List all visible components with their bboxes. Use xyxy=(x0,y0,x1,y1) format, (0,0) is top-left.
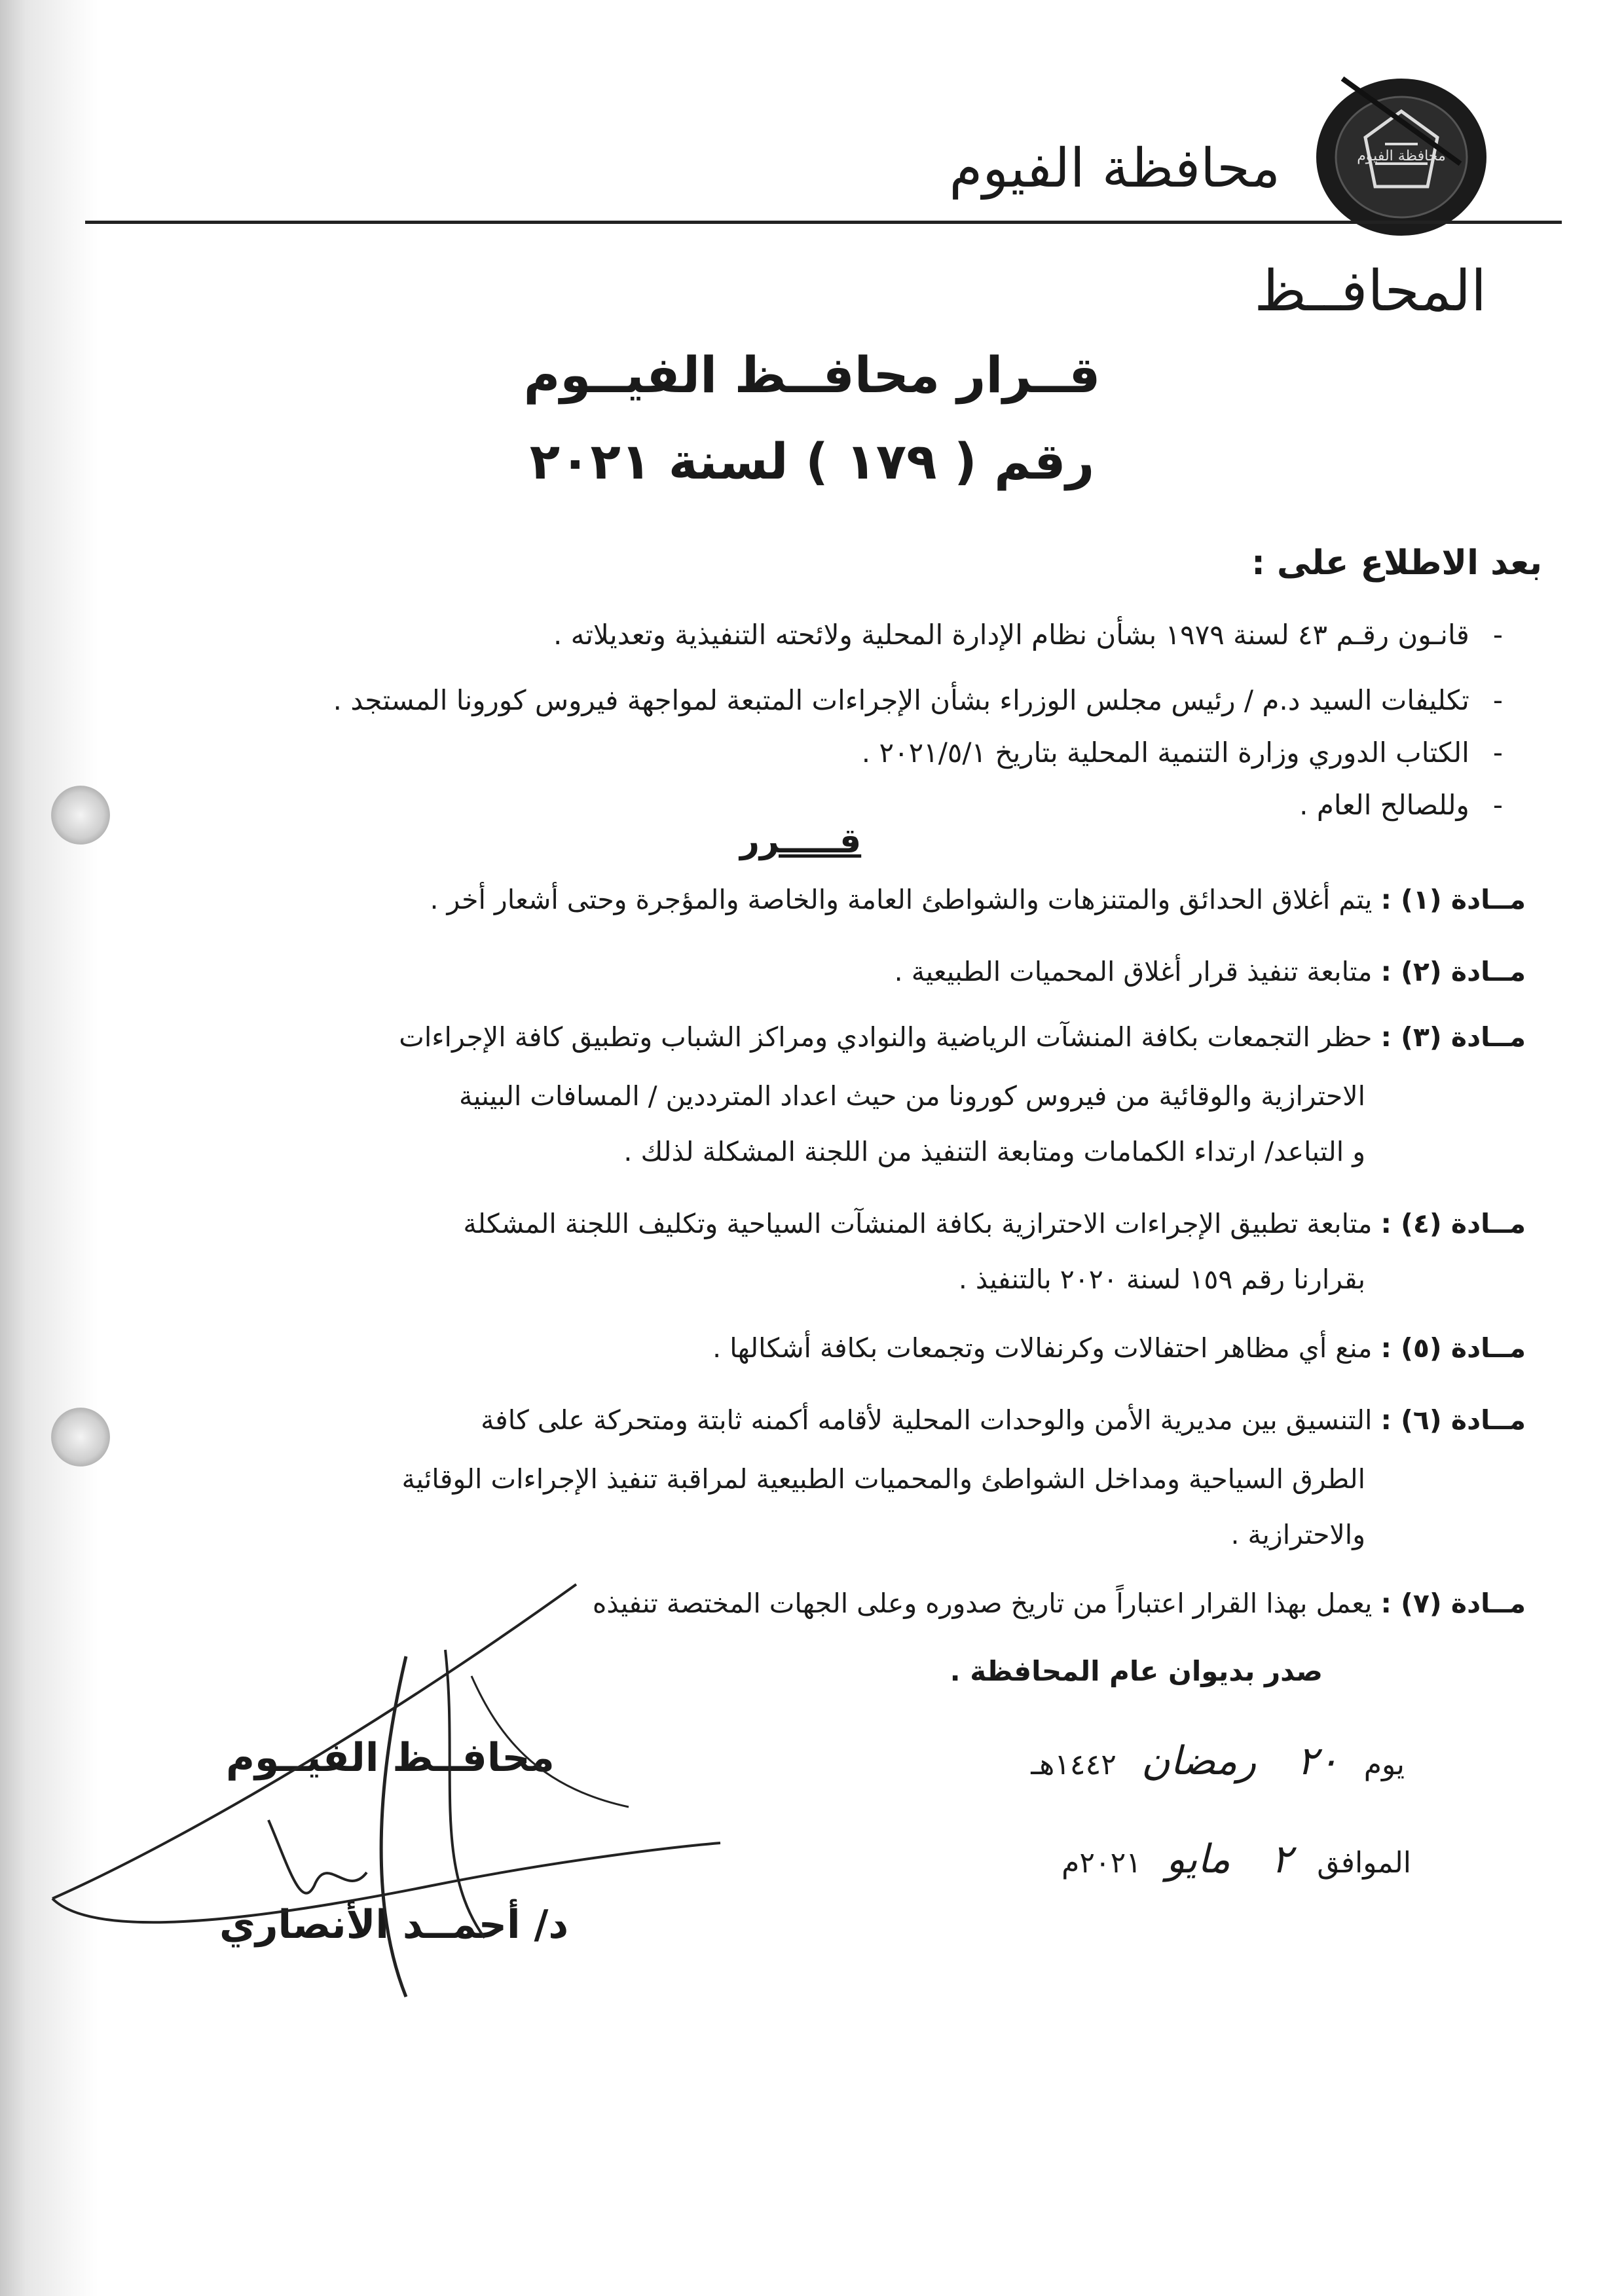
signatory-title: محافــظ الفيــوم xyxy=(226,1735,555,1781)
handwritten-day: ٢٠ xyxy=(1297,1738,1339,1784)
handwritten-signature xyxy=(39,1571,760,2030)
article-4-line: بقرارنا رقم ١٥٩ لسنة ٢٠٢٠ بالتنفيذ . xyxy=(958,1264,1365,1295)
recital-item: -وللصالح العام . xyxy=(1299,789,1503,821)
article-6: مــادة (٦) : التنسيق بين مديرية الأمن والوحدات المحلية لأقامه أكمنه ثابتة ومتحركة على كافة xyxy=(481,1404,1526,1436)
recitals-heading: بعد الاطلاع على : xyxy=(1251,543,1542,583)
list-dash: - xyxy=(1492,684,1503,716)
recital-item: -تكليفات السيد د.م / رئيس مجلس الوزراء بشأن الإجراءات المتبعة لمواجهة فيروس كورونا المستجد . xyxy=(333,684,1503,716)
handwritten-month: مايو xyxy=(1166,1836,1230,1882)
list-dash: - xyxy=(1492,619,1503,651)
article-3: مــادة (٣) : حظر التجمعات بكافة المنشآت الرياضية والنوادي ومراكز الشباب وتطبيق كافة الإجراءات xyxy=(399,1021,1526,1053)
article-4: مــادة (٤) : متابعة تطبيق الإجراءات الاحترازية بكافة المنشآت السياحية وتكليف اللجنة المشكلة xyxy=(463,1208,1526,1239)
decree-number: رقم ( ١٧٩ ) لسنة ٢٠٢١ xyxy=(529,432,1095,490)
decision-heading: قـــــرر xyxy=(740,822,862,861)
list-dash: - xyxy=(1492,789,1503,821)
article-3-line: الاحترازية والوقائية من فيروس كورونا من حيث اعداد المترددين / المسافات البينية xyxy=(459,1080,1365,1112)
hijri-date: يوم ٢٠ رمضان ١٤٤٢هـ xyxy=(1031,1738,1405,1784)
signatory-name: د/ أحمــد الأنصاري xyxy=(219,1902,569,1948)
governorate-name: محافظة الفيوم xyxy=(949,137,1280,200)
decree-title: قــرار محافــظ الفيــوم xyxy=(523,346,1101,404)
emblem-lettering: محافظة الفيوم xyxy=(1357,148,1446,164)
article-7: مــادة (٧) : يعمل بهذا القرار اعتباراً من تاريخ صدوره وعلى الجهات المختصة تنفيذه xyxy=(592,1588,1526,1619)
header-divider xyxy=(85,221,1562,224)
article-6-line: والاحترازية . xyxy=(1230,1519,1365,1550)
recital-item: -الكتاب الدوري وزارة التنمية المحلية بتاريخ ٢٠٢١/٥/١ . xyxy=(861,737,1503,769)
punch-hole xyxy=(51,1408,110,1467)
recital-item: -قانـون رقـم ٤٣ لسنة ١٩٧٩ بشأن نظام الإدارة المحلية ولائحته التنفيذية وتعديلاته . xyxy=(553,619,1503,651)
office-title: المحافــظ xyxy=(1254,259,1486,324)
article-1: مــادة (١) : يتم أغلاق الحدائق والمتنزهات والشواطئ العامة والخاصة والمؤجرة وحتى أشعار أخر . xyxy=(430,884,1526,915)
issued-statement: صدر بديوان عام المحافظة . xyxy=(950,1655,1323,1687)
handwritten-month: رمضان xyxy=(1141,1738,1257,1784)
article-6-line: الطرق السياحية ومداخل الشواطئ والمحميات الطبيعية لمراقبة تنفيذ الإجراءات الوقائية xyxy=(401,1463,1365,1495)
punch-hole xyxy=(51,786,110,845)
governorate-emblem xyxy=(1303,65,1500,242)
article-5: مــادة (٥) : منع أي مظاهر احتفالات وكرنفالات وتجمعات بكافة أشكالها . xyxy=(712,1332,1526,1364)
list-dash: - xyxy=(1492,737,1503,769)
article-3-line: و التباعد/ ارتداء الكمامات ومتابعة التنفيذ من اللجنة المشكلة لذلك . xyxy=(623,1136,1365,1167)
handwritten-day: ٢ xyxy=(1271,1836,1293,1882)
article-2: مــادة (٢) : متابعة تنفيذ قرار أغلاق المحميات الطبيعية . xyxy=(894,956,1526,987)
gregorian-date: الموافق ٢ مايو ٢٠٢١م xyxy=(1061,1836,1411,1882)
